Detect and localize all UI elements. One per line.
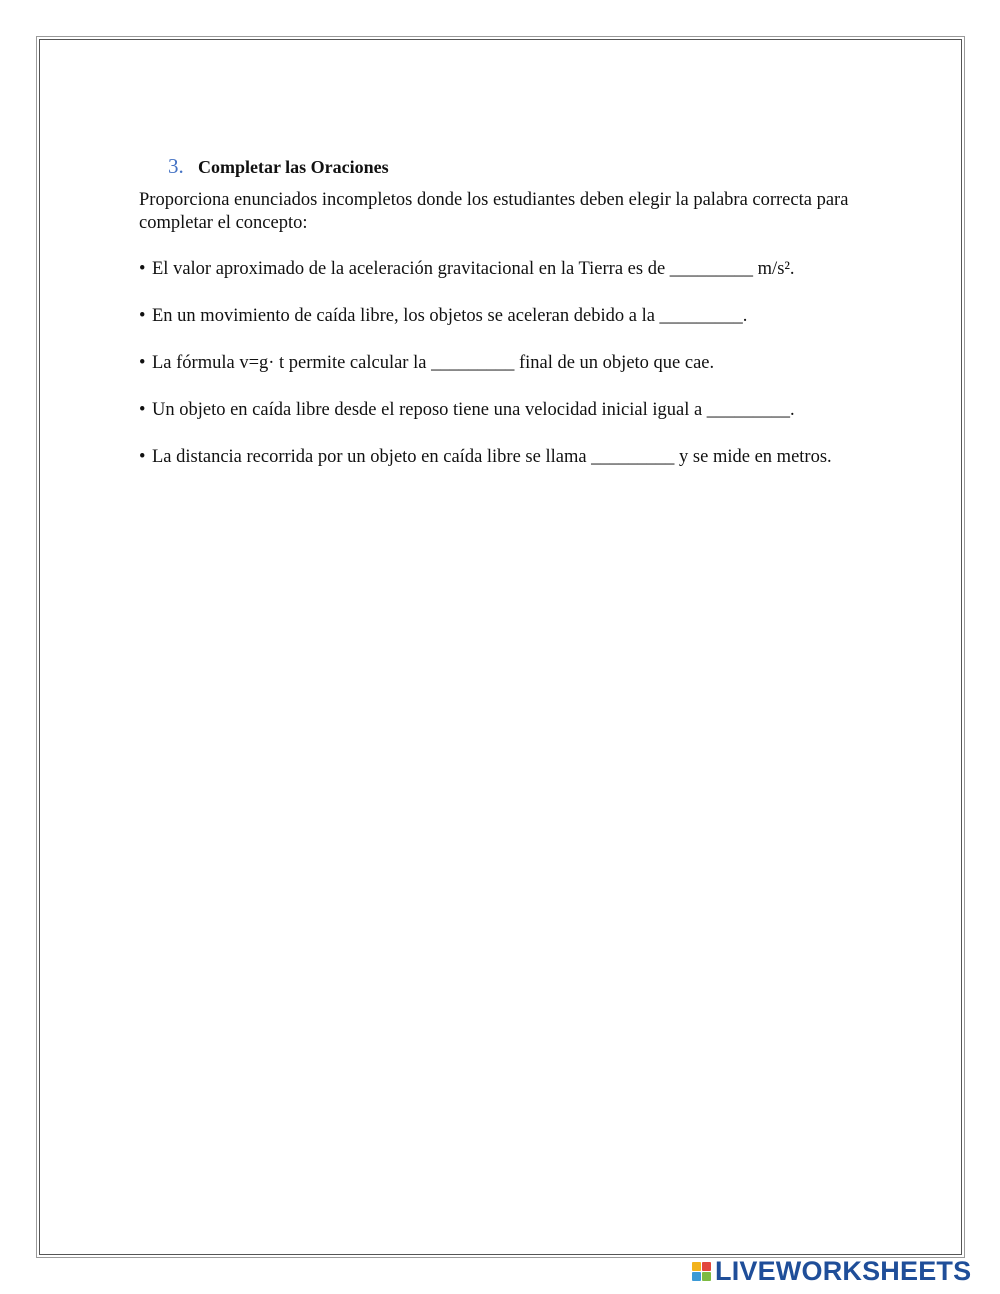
sentence-item-4 xyxy=(139,399,869,422)
liveworksheets-logo xyxy=(692,1258,971,1284)
sentence-item-5 xyxy=(139,446,869,469)
bullet-icon: • xyxy=(139,447,146,467)
logo-block-4 xyxy=(702,1272,711,1281)
sentence-item-3 xyxy=(139,352,869,375)
sentence-item-1 xyxy=(139,258,869,281)
logo-blocks-icon xyxy=(692,1262,711,1281)
logo-block-2 xyxy=(702,1262,711,1271)
sentence-item-2 xyxy=(139,305,869,328)
worksheet-content xyxy=(139,154,869,493)
section-number: 3. xyxy=(168,154,184,178)
section-title: Completar las Oraciones xyxy=(198,157,389,177)
sentence-text: La fórmula v=g· t permite calcular la _________ final de un objeto que cae. xyxy=(152,353,715,373)
bullet-icon: • xyxy=(139,400,146,420)
bullet-icon: • xyxy=(139,259,146,279)
section-intro: Proporciona enunciados incompletos donde los estudiantes deben elegir la palabra correcta para completar el concepto: xyxy=(139,190,849,233)
sentence-text: Un objeto en caída libre desde el reposo tiene una velocidad inicial igual a _________. xyxy=(152,400,795,420)
logo-block-1 xyxy=(692,1262,701,1271)
sentence-text: La distancia recorrida por un objeto en caída libre se llama _________ y se mide en metros. xyxy=(152,447,832,467)
brand-name: LIVEWORKSHEETS xyxy=(715,1256,972,1286)
logo-block-3 xyxy=(692,1272,701,1281)
bullet-icon: • xyxy=(139,306,146,326)
section-heading xyxy=(168,154,869,179)
bullet-icon: • xyxy=(139,353,146,373)
sentence-text: En un movimiento de caída libre, los objetos se aceleran debido a la _________. xyxy=(152,306,748,326)
sentence-text: El valor aproximado de la aceleración gravitacional en la Tierra es de _________ m/s². xyxy=(152,259,795,279)
